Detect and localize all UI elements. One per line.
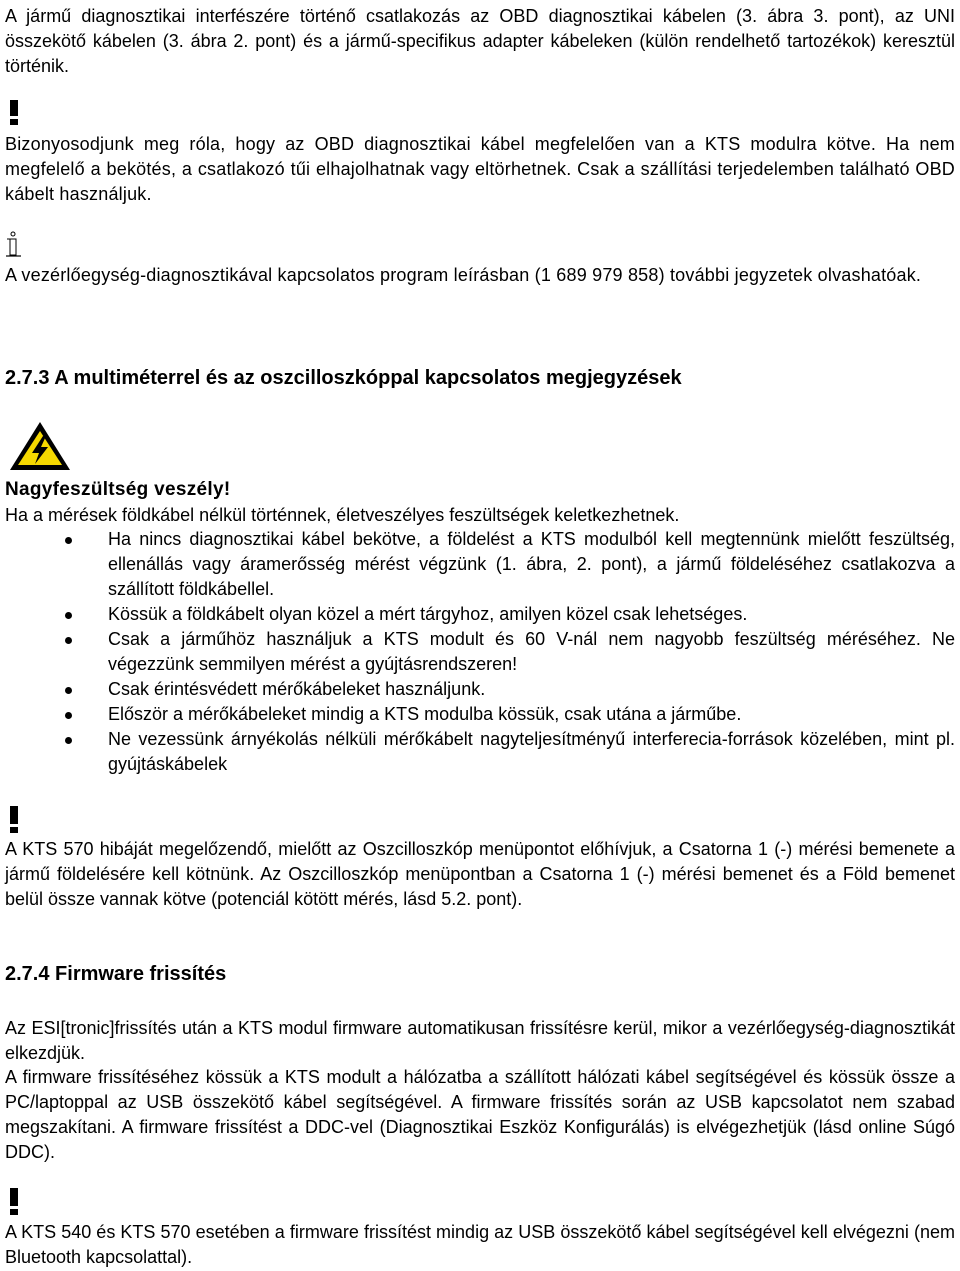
intro-paragraph: A jármű diagnosztikai interfészére történő csatlakozás az OBD diagnosztikai kábelen (3. ábra 3. pont), az UNI összekötő kábelen (3. ábra 2. pont) és a jármű-specifikus adapter kábeleken (külön rendelhető tartozékok) keresztül történik. [5,6,955,76]
firmware-paragraph-2: A firmware frissítéséhez kössük a KTS modult a hálózatba a szállított hálózati kábel segítségével és kössük össze a PC/laptoppal az USB összekötő kábel segítségével. A firmware frissítés során az USB kapcsolatot nem szabad megszakítani. A firmware frissítést a DDC-vel (Diagnosztikai Eszköz Konfigurálás) is elvégezhetjük (lásd online Súgó DDC). [5,1067,955,1162]
section-heading-2-7-3: 2.7.3 A multiméterrel és az oszcilloszkóppal kapcsolatos megjegyzések [5,367,682,389]
exclamation-warning-icon [5,806,23,839]
list-item: Kössük a földkábelt olyan közel a mért tárgyhoz, amilyen közel csak lehetséges. [0,602,955,627]
high-voltage-warning-icon [8,420,72,477]
firmware-paragraph-1: Az ESI[tronic]frissítés után a KTS modul firmware automatikusan frissítésre kerül, mikor a vezérlőegység-diagnosztikát elkezdjük. [5,1018,955,1063]
info-note-paragraph: A vezérlőegység-diagnosztikával kapcsolatos program leírásban (1 689 979 858) további jegyzetek olvashatóak. [5,265,922,285]
obd-warning-paragraph: Bizonyosodjunk meg róla, hogy az OBD diagnosztikai kábel megfelelően van a KTS modulra kötve. Ha nem megfelelő a bekötés, a csatlakozó tűi elhajolhatnak vagy eltörhetnek. Csak a szállítási terjedelemben található OBD kábelt használjuk. [5,134,955,204]
list-item: Először a mérőkábeleket mindig a KTS modulba kössük, csak utána a járműbe. [0,702,955,727]
firmware-note-paragraph: A KTS 540 és KTS 570 esetében a firmware frissítést mindig az USB összekötő kábel segítségével kell elvégezni (nem Bluetooth kapcsolattal). [5,1222,955,1267]
list-item: Ha nincs diagnosztikai kábel bekötve, a földelést a KTS modulból kell megtennünk mielőtt feszültség, ellenállás vagy áramerősség mérést végzünk (1. ábra, 2. pont), a jármű földeléséhez csatlakozva a szállított földkábellel. [0,527,955,602]
list-item: Csak a járműhöz használjuk a KTS modult és 60 V-nál nem nagyobb feszültség méréséhez. Ne végezzünk semmilyen mérést a gyújtásrendszeren! [0,627,955,677]
exclamation-warning-icon [5,1188,23,1221]
exclamation-warning-icon [5,100,23,131]
list-item: Ne vezessünk árnyékolás nélküli mérőkábelt nagyteljesítményű interferecia-források közelében, mint pl. gyújtáskábelek [0,727,955,777]
info-note-icon [5,231,25,266]
list-item: Csak érintésvédett mérőkábeleket használjunk. [0,677,955,702]
section-heading-2-7-4: 2.7.4 Firmware frissítés [5,963,227,985]
kts570-note-paragraph: A KTS 570 hibáját megelőzendő, mielőtt az Oszcilloszkóp menüpontot előhívjuk, a Csatorna 1 (-) mérési bemenete a jármű földelésére kell kötnünk. Az Oszcilloszkóp menüpontban a Csatorna 1 (-) mérési bemenet és a Föld bemenet belül össze vannak kötve (potenciál kötött mérés, lásd 5.2. pont). [5,839,955,909]
high-voltage-title: Nagyfeszültség veszély! [5,479,231,500]
high-voltage-text: Ha a mérések földkábel nélkül történnek, életveszélyes feszültségek keletkezhetnek. [5,505,680,525]
safety-bullet-list [0,527,955,777]
